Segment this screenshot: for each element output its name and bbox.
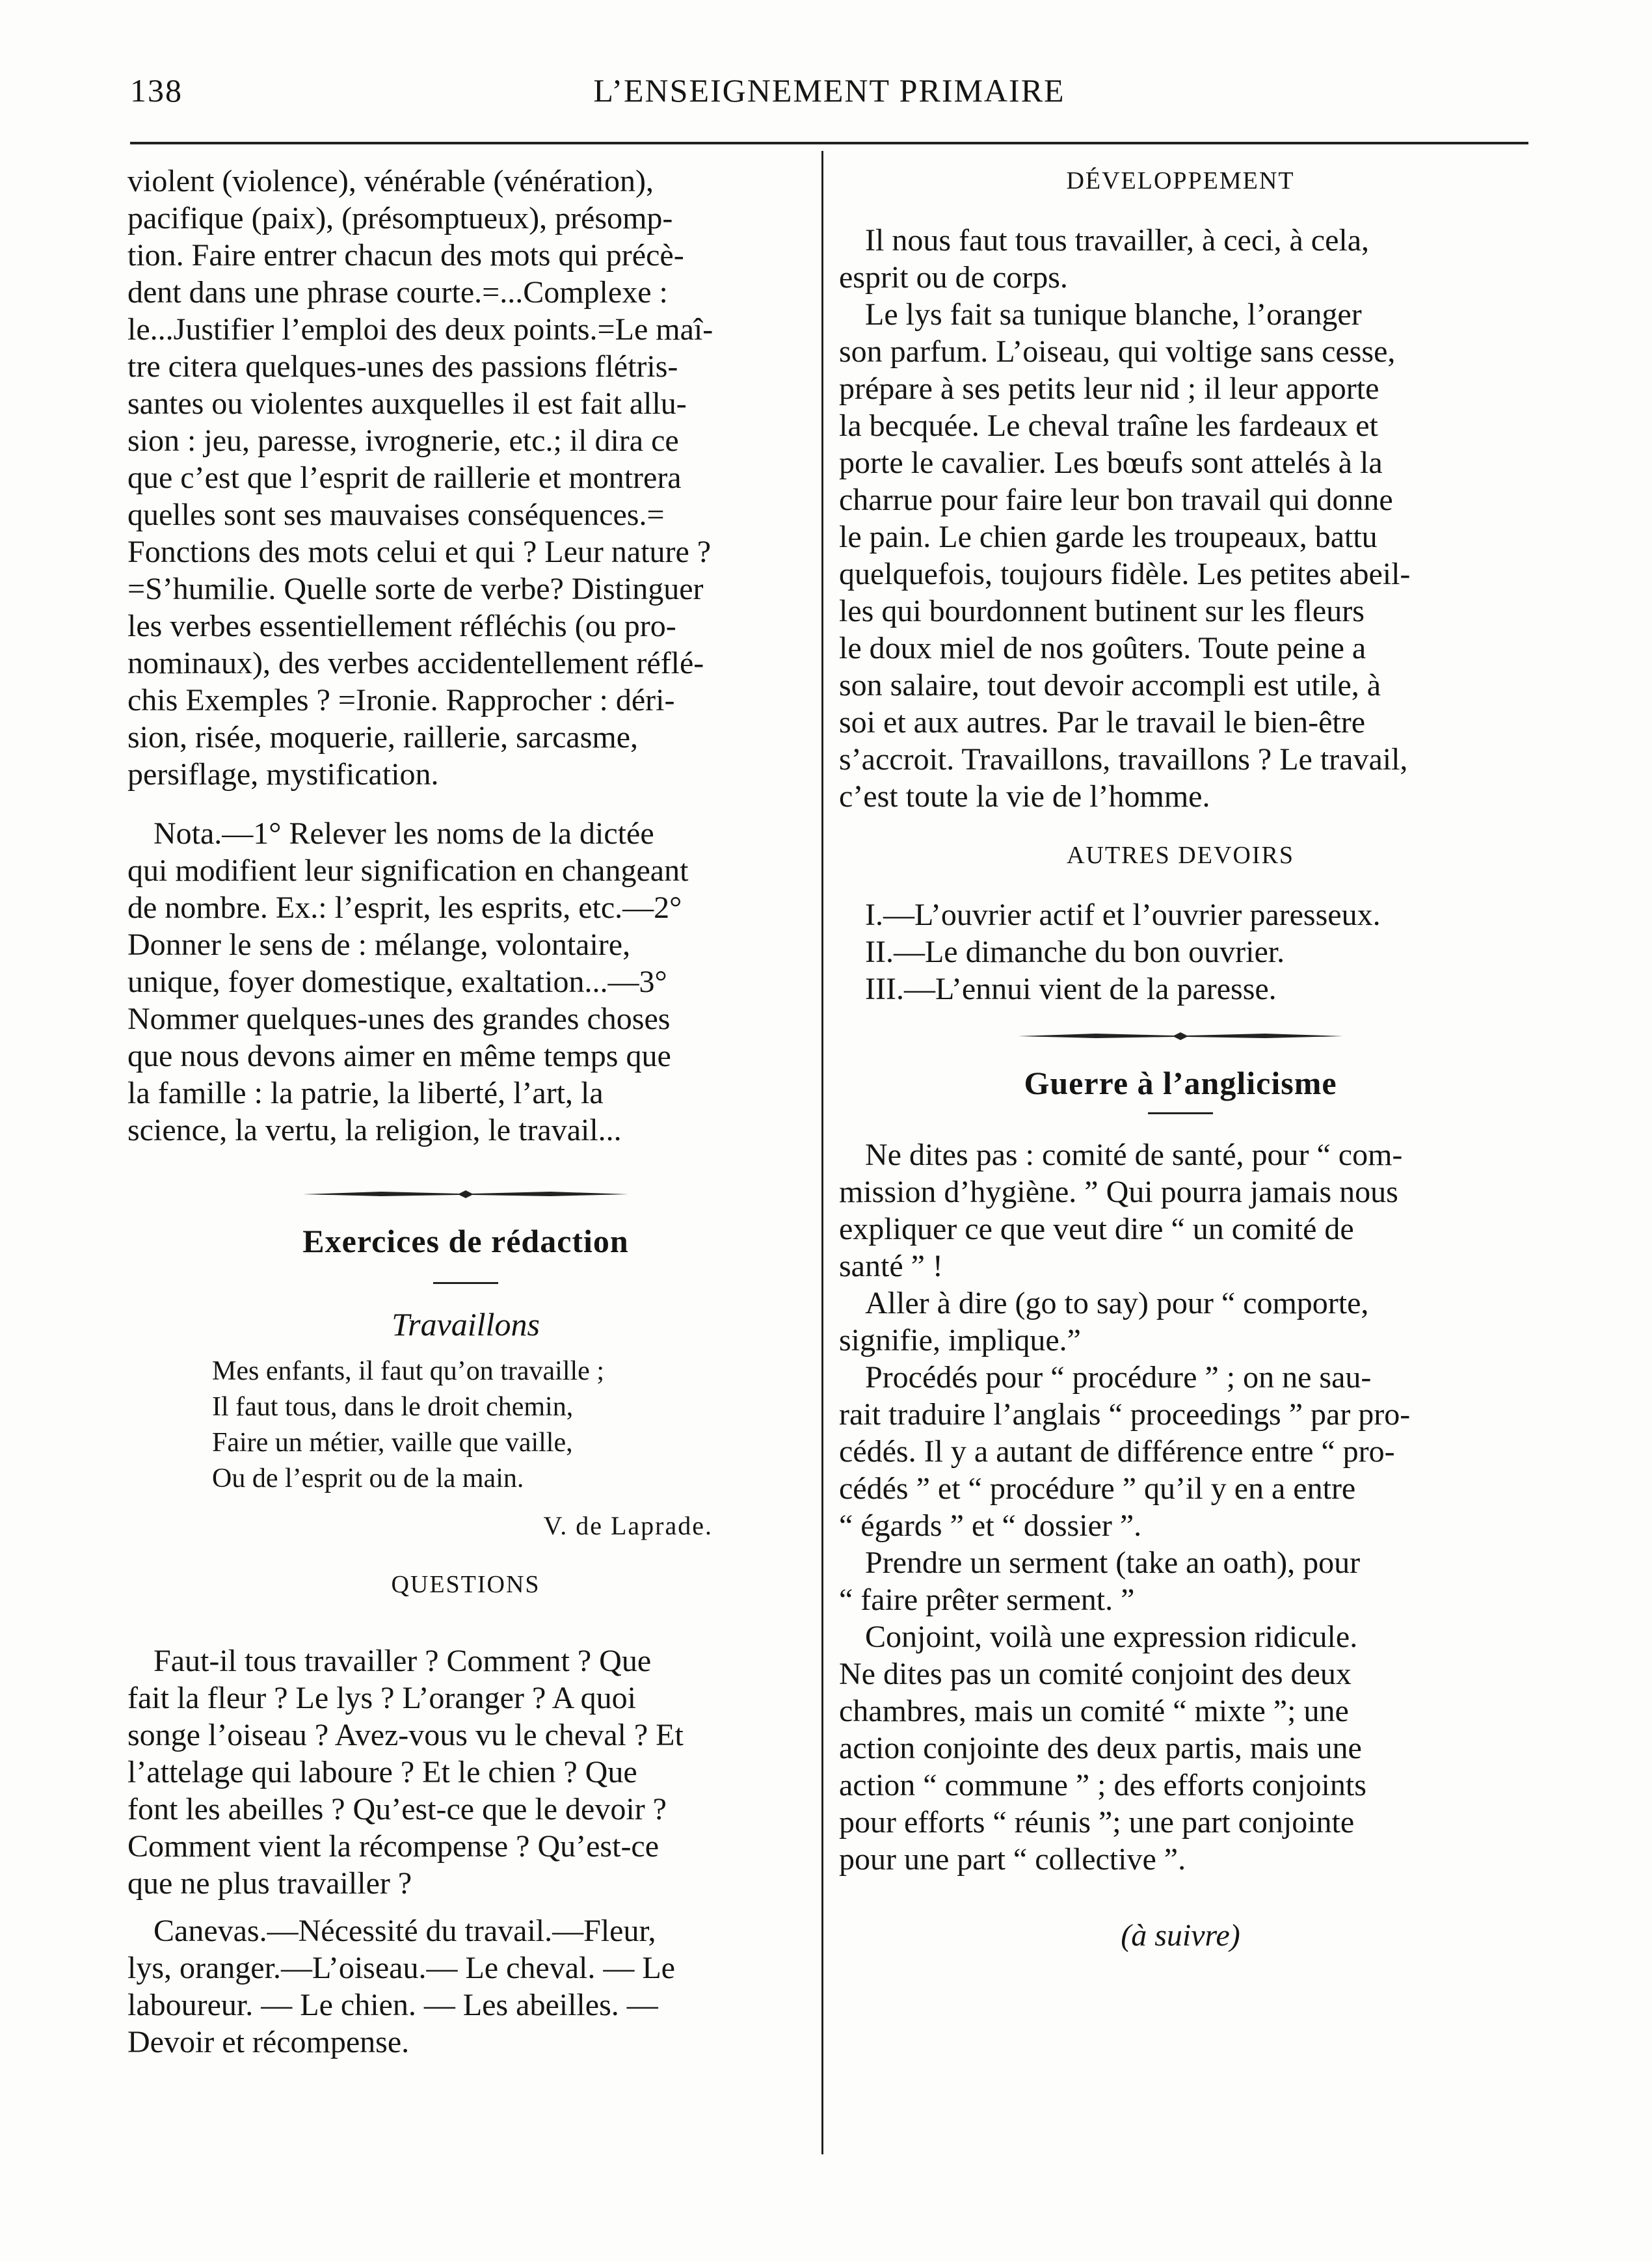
text-line: fait la fleur ? Le lys ? L’oranger ? A quoi (127, 1681, 636, 1715)
text-line: santes ou violentes auxquelles il est fait allu- (127, 386, 687, 421)
text-line: font les abeilles ? Qu’est-ce que le devoir ? (127, 1792, 667, 1826)
text-line: le...Justifier l’emploi des deux points.=Le maî- (127, 312, 713, 347)
text-line: “ égards ” et “ dossier ”. (839, 1508, 1142, 1543)
text-line: pour efforts “ réunis ”; une part conjointe (839, 1805, 1355, 1840)
right-column (839, 163, 1522, 1954)
text-line: la famille : la patrie, la liberté, l’art, la (127, 1076, 604, 1110)
text-line: songe l’oiseau ? Avez-vous vu le cheval ? Et (127, 1718, 684, 1752)
running-title: L’ENSEIGNEMENT PRIMAIRE (593, 72, 1065, 109)
text-line: son salaire, tout devoir accompli est utile, à (839, 668, 1381, 702)
text-line: charrue pour faire leur bon travail qui donne (839, 483, 1393, 517)
text-line: nominaux), des verbes accidentellement réflé- (127, 646, 704, 680)
text-line: les qui bourdonnent butinent sur les fleurs (839, 594, 1365, 628)
text-line: Prendre un serment (take an oath), pour (865, 1545, 1361, 1580)
text-line: cédés ” et “ procédure ” qu’il y en a entre (839, 1471, 1356, 1506)
text-line: de nombre. Ex.: l’esprit, les esprits, etc.—2° (127, 890, 682, 925)
text-line: quelles sont ses mauvaises conséquences.= (127, 498, 665, 532)
text-line: persiflage, mystification. (127, 757, 439, 792)
anglicisme-paragraph-2 (839, 1285, 1522, 1359)
text-line: science, la vertu, la religion, le travail... (127, 1113, 622, 1147)
text-line: Canevas.—Nécessité du travail.—Fleur, (153, 1914, 656, 1948)
text-line: rait traduire l’anglais “ proceedings ” par pro- (839, 1397, 1411, 1432)
text-line: sion : jeu, paresse, ivrognerie, etc.; il dira ce (127, 423, 679, 458)
text-line: Devoir et récompense. (127, 2025, 410, 2059)
dev-paragraph-2 (839, 296, 1522, 815)
header-rule (130, 142, 1528, 144)
text-line: l’attelage qui laboure ? Et le chien ? Que (127, 1755, 637, 1789)
text-line: signifie, implique.” (839, 1323, 1081, 1358)
text-line: les verbes essentiellement réfléchis (ou pro- (127, 609, 676, 643)
autres-devoirs-list (839, 896, 1522, 1008)
text-line: Ne dites pas : comité de santé, pour “ com- (865, 1138, 1403, 1172)
text-line: Nommer quelques-unes des grandes choses (127, 1002, 671, 1036)
text-line: violent (violence), vénérable (vénération), (127, 164, 654, 198)
text-line: quelquefois, toujours fidèle. Les petites abeil- (839, 557, 1411, 591)
text-line: le pain. Le chien garde les troupeaux, battu (839, 520, 1378, 554)
anglicisme-paragraph-3 (839, 1359, 1522, 1544)
text-line: action conjointe des deux partis, mais une (839, 1731, 1362, 1765)
list-item: III.—L’ennui vient de la paresse. (865, 972, 1277, 1006)
text-line: action “ commune ” ; des efforts conjoints (839, 1768, 1366, 1802)
page-header (130, 72, 1528, 124)
left-column (127, 163, 804, 2061)
text-line: Procédés pour “ procédure ” ; on ne sau- (865, 1360, 1372, 1395)
column-divider (821, 151, 823, 2154)
text-line: que c’est que l’esprit de raillerie et montrera (127, 461, 682, 495)
poem-line: Mes enfants, il faut qu’on travaille ; (212, 1356, 604, 1386)
text-line: Donner le sens de : mélange, volontaire, (127, 928, 631, 962)
text-line: sion, risée, moquerie, raillerie, sarcasme, (127, 720, 639, 755)
nota-paragraph (127, 815, 804, 1149)
text-line: lys, oranger.—L’oiseau.— Le cheval. — Le (127, 1951, 675, 1985)
list-item: I.—L’ouvrier actif et l’ouvrier paresseux. (865, 898, 1381, 932)
dev-paragraph-1 (839, 222, 1522, 296)
page-number: 138 (130, 72, 183, 109)
text-line: cédés. Il y a autant de différence entre “ pro- (839, 1434, 1395, 1469)
vocab-paragraph (127, 163, 804, 793)
questions-heading: QUESTIONS (391, 1571, 540, 1598)
anglicisme-paragraph-5 (839, 1618, 1522, 1878)
text-line: Fonctions des mots celui et qui ? Leur nature ? (127, 535, 712, 569)
text-line: c’est toute la vie de l’homme. (839, 779, 1210, 814)
text-line: prépare à ses petits leur nid ; il leur apporte (839, 371, 1379, 406)
text-line: esprit ou de corps. (839, 260, 1068, 295)
questions-paragraph (127, 1642, 804, 1902)
text-line: le doux miel de nos goûters. Toute peine a (839, 631, 1366, 665)
poem-line: Faire un métier, vaille que vaille, (212, 1428, 573, 1458)
text-line: unique, foyer domestique, exaltation...—3° (127, 965, 667, 999)
anglicisme-paragraph-1 (839, 1136, 1522, 1285)
text-line: “ faire prêter serment. ” (839, 1583, 1135, 1617)
text-line: expliquer ce que veut dire “ un comité de (839, 1212, 1354, 1246)
text-line: pacifique (paix), (présomptueux), présomp- (127, 201, 673, 235)
text-line: Aller à dire (go to say) pour “ comporte, (865, 1286, 1369, 1320)
text-line: porte le cavalier. Les bœufs sont attelés à la (839, 446, 1383, 480)
text-line: =S’humilie. Quelle sorte de verbe? Distinguer (127, 572, 704, 606)
anglicisme-paragraph-4 (839, 1544, 1522, 1618)
text-line: tre citera quelques-unes des passions flétris- (127, 349, 678, 384)
text-line: Nota.—1° Relever les noms de la dictée (153, 816, 654, 851)
section-title: Exercices de rédaction (302, 1223, 629, 1259)
text-line: Conjoint, voilà une expression ridicule. (865, 1620, 1358, 1654)
developpement-heading: DÉVELOPPEMENT (1066, 167, 1295, 194)
text-line: pour une part “ collective ”. (839, 1842, 1186, 1877)
text-line: qui modifient leur signification en changeant (127, 853, 689, 888)
text-line: que ne plus travailler ? (127, 1866, 412, 1901)
text-line: que nous devons aimer en même temps que (127, 1039, 671, 1073)
text-line: tion. Faire entrer chacun des mots qui précè- (127, 238, 684, 273)
text-line: soi et aux autres. Par le travail le bien-être (839, 705, 1365, 740)
text-line: Faut-il tous travailler ? Comment ? Que (153, 1644, 652, 1678)
text-line: chis Exemples ? =Ironie. Rapprocher : déri- (127, 683, 675, 717)
text-line: Le lys fait sa tunique blanche, l’oranger (865, 297, 1362, 332)
list-item: II.—Le dimanche du bon ouvrier. (865, 935, 1285, 969)
to-be-continued: (à suivre) (1121, 1918, 1240, 1953)
poem-title: Travaillons (392, 1306, 540, 1343)
text-line: laboureur. — Le chien. — Les abeilles. — (127, 1988, 658, 2022)
ornament-divider (1018, 1030, 1343, 1043)
poem-line: Ou de l’esprit ou de la main. (212, 1464, 524, 1493)
text-line: la becquée. Le cheval traîne les fardeaux et (839, 408, 1378, 443)
text-line: Il nous faut tous travailler, à ceci, à cela, (865, 223, 1370, 258)
poem-line: Il faut tous, dans le droit chemin, (212, 1392, 574, 1422)
text-line: Ne dites pas un comité conjoint des deux (839, 1657, 1352, 1691)
canevas-paragraph (127, 1912, 804, 2061)
text-line: santé ” ! (839, 1249, 943, 1283)
text-line: s’accroit. Travaillons, travaillons ? Le travail, (839, 742, 1408, 777)
poem (127, 1354, 804, 1497)
text-line: Comment vient la récompense ? Qu’est-ce (127, 1829, 659, 1864)
text-line: son parfum. L’oiseau, qui voltige sans cesse, (839, 334, 1396, 369)
autres-devoirs-heading: AUTRES DEVOIRS (1067, 842, 1294, 869)
poem-author: V. de Laprade. (543, 1511, 713, 1540)
text-line: dent dans une phrase courte.=...Complexe : (127, 275, 668, 310)
ornament-divider (303, 1188, 628, 1201)
text-line: mission d’hygiène. ” Qui pourra jamais nous (839, 1175, 1398, 1209)
guerre-title: Guerre à l’anglicisme (1024, 1065, 1337, 1101)
text-line: chambres, mais un comité “ mixte ”; une (839, 1694, 1349, 1728)
